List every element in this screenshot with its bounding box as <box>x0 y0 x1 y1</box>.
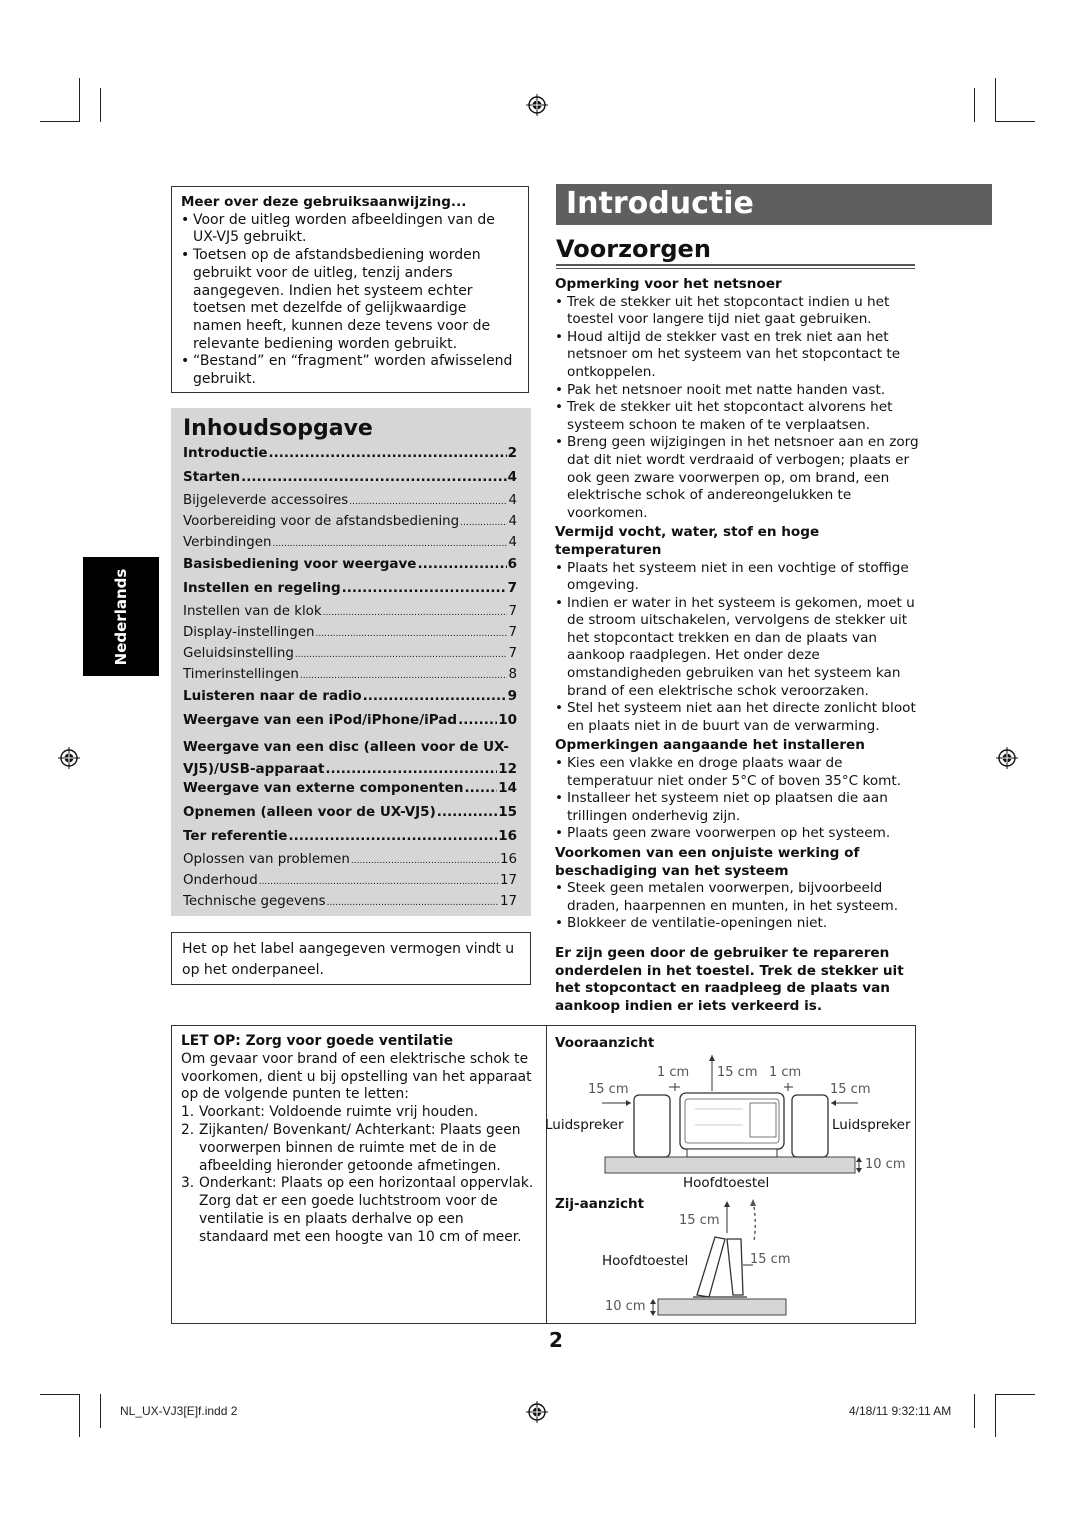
crop-mark <box>100 88 101 122</box>
list-item: • Indien er water in het systeem is gekomen, moet u de stroom uitschakelen, vervolgens de stekker uit het stopcontact trekken en dan de plaats van aankoop raadplegen. Het onder deze omstandigheden gebruiken van het systeem kan brand of een elektrische schok veroorzaken. <box>555 595 919 701</box>
footer-timestamp: 4/18/11 9:32:11 AM <box>849 1404 952 1418</box>
list-item: • Trek de stekker uit het stopcontact alvorens het systeem schoon te maken of te verplaatsen. <box>555 399 919 434</box>
toc-entry[interactable]: Oplossen van problemen ..... 16 <box>183 852 517 873</box>
crop-mark <box>79 78 80 121</box>
ventilation-step: 1. Voorkant: Voldoende ruimte vrij houden. <box>181 1104 479 1121</box>
section-rule <box>556 264 915 266</box>
manual-info-item: • Toetsen op de afstandsbediening worden gebruikt voor de uitleg, tenzij anders aangegeven. Indien het systeem echter toetsen met dezelfde of gelijkwaardige namen heeft, kunnen deze tevens voor de relevante bediening worden gebruikt. <box>181 247 518 353</box>
crop-mark <box>79 1394 80 1437</box>
dimension-label: 10 cm <box>865 1157 906 1172</box>
toc-entry[interactable]: Weergave van externe componenten ..... 14 <box>183 780 517 804</box>
toc-entry[interactable]: Weergave van een disc (alleen voor de UX- VJ5)/USB-apparaat ..... 12 <box>183 736 517 780</box>
precautions-text <box>555 276 919 1015</box>
list-item: • Blokkeer de ventilatie-openingen niet. <box>555 915 919 933</box>
crop-mark <box>974 1394 975 1428</box>
dimension-label: 15 cm <box>588 1082 629 1097</box>
list-item: • Pak het netsnoer nooit met natte handen vast. <box>555 382 919 400</box>
toc-entry[interactable]: Ter referentie ..... 16 <box>183 828 517 852</box>
toc-entry[interactable]: Onderhoud ..... 17 <box>183 873 517 894</box>
toc-title: Inhoudsopgave <box>183 416 373 441</box>
manual-info-item: • Voor de uitleg worden afbeeldingen van de UX-VJ5 gebruikt. <box>181 212 518 247</box>
crop-mark <box>995 1394 1035 1395</box>
main-unit-label: Hoofdtoestel <box>602 1253 689 1269</box>
registration-mark-icon <box>526 1401 548 1423</box>
dimension-label: 1 cm <box>769 1065 802 1080</box>
ventilation-step: 3. Onderkant: Plaats op een horizontaal oppervlak. Zorg dat er een goede luchtstroom voor de ventilatie is en plaats derhalve op een standaard met een hoogte van 10 cm of meer. <box>181 1175 534 1245</box>
toc-entry[interactable]: Display-instellingen ..... 7 <box>183 625 517 646</box>
speaker-label: Luidspreker <box>545 1117 624 1133</box>
main-unit-label: Hoofdtoestel <box>683 1175 770 1191</box>
crop-mark <box>974 88 975 122</box>
toc-entry[interactable]: Technische gegevens ..... 17 <box>183 894 517 915</box>
dimension-label: 15 cm <box>750 1252 791 1267</box>
ventilation-intro: Om gevaar voor brand of een elektrische schok te voorkomen, dient u bij opstelling van het apparaat op de volgende punten te letten: <box>181 1050 532 1103</box>
dimension-label: 15 cm <box>679 1213 720 1228</box>
crop-mark <box>40 1394 80 1395</box>
toc-entry[interactable]: Voorbereiding voor de afstandsbediening ..... 4 <box>183 514 517 535</box>
toc-entry[interactable]: Opnemen (alleen voor de UX-VJ5) ..... 15 <box>183 804 517 828</box>
subheading: Opmerkingen aangaande het installeren <box>555 737 865 754</box>
toc-entry[interactable]: Bijgeleverde accessoires ..... 4 <box>183 493 517 514</box>
registration-mark-icon <box>996 747 1018 769</box>
subheading: Opmerking voor het netsnoer <box>555 276 782 292</box>
registration-mark-icon <box>526 94 548 116</box>
ventilation-text <box>181 1033 536 1247</box>
manual-info-title: Meer over deze gebruiksaanwijzing... <box>181 194 467 210</box>
crop-mark <box>995 121 1035 122</box>
speaker-label: Luidspreker <box>832 1117 911 1133</box>
toc-entry[interactable]: Starten ..... 4 <box>183 469 517 493</box>
list-item: • Houd altijd de stekker vast en trek niet aan het netsnoer om het systeem van het stopcontact te ontkoppelen. <box>555 329 919 382</box>
crop-mark <box>100 1394 101 1428</box>
toc-entry[interactable]: Weergave van een iPod/iPhone/iPad ..... 10 <box>183 712 517 736</box>
list-item: • Stel het systeem niet aan het directe zonlicht bloot en plaats niet in de buurt van de verwarming. <box>555 700 919 735</box>
toc-entry[interactable]: Basisbediening voor weergave ..... 6 <box>183 556 517 580</box>
dimension-label: 15 cm <box>830 1082 871 1097</box>
front-view-title: Vooraanzicht <box>555 1035 655 1051</box>
footer-file: NL_UX-VJ3[E]f.indd 2 <box>120 1404 238 1418</box>
table-of-contents <box>171 408 531 916</box>
dimension-label: 1 cm <box>657 1065 690 1080</box>
toc-entry[interactable]: Instellen van de klok ..... 7 <box>183 604 517 625</box>
manual-info-item: • “Bestand” en “fragment” worden afwisselend gebruikt. <box>181 353 518 388</box>
list-item: • Breng geen wijzigingen in het netsnoer aan en zorg dat dit niet wordt verdraaid of verbogen; plaats er ook geen zware voorwerpen op, om brand, een elektrische schok of andereongelukken te voorkomen. <box>555 434 919 522</box>
registration-mark-icon <box>58 747 80 769</box>
crop-mark <box>995 1394 996 1437</box>
toc-entry[interactable]: Instellen en regeling ..... 7 <box>183 580 517 604</box>
ventilation-step: 2. Zijkanten/ Bovenkant/ Achterkant: Plaats geen voorwerpen binnen de ruimte met de in de afbeelding hieronder getoonde afmetingen. <box>181 1121 521 1174</box>
subheading: Voorkomen van een onjuiste werking of beschadiging van het systeem <box>555 845 860 879</box>
ventilation-title: LET OP: Zorg voor goede ventilatie <box>181 1033 454 1049</box>
chapter-title: Introductie <box>556 184 992 225</box>
section-rule <box>556 268 915 269</box>
toc-entry[interactable]: Introductie ..... 2 <box>183 445 517 469</box>
toc-entry[interactable]: Geluidsinstelling ..... 7 <box>183 646 517 667</box>
side-view-title: Zij-aanzicht <box>555 1196 645 1212</box>
dimension-label: 15 cm <box>717 1065 758 1080</box>
toc-entry[interactable]: Timerinstellingen ..... 8 <box>183 667 517 688</box>
crop-mark <box>40 121 80 122</box>
repair-warning: Er zijn geen door de gebruiker te repareren onderdelen in het toestel. Trek de stekker uit het stopcontact en raadpleeg de plaats van aankoop indien er iets verkeerd is. <box>555 944 904 1014</box>
toc-entry[interactable]: Verbindingen ..... 4 <box>183 535 517 556</box>
list-item: • Installeer het systeem niet op plaatsen die aan trillingen onderhevig zijn. <box>555 790 919 825</box>
crop-mark <box>995 78 996 121</box>
list-item: • Plaats geen zware voorwerpen op het systeem. <box>555 825 919 843</box>
dimension-label: 10 cm <box>605 1299 646 1314</box>
list-item: • Steek geen metalen voorwerpen, bijvoorbeeld draden, haarpennen en munten, in het systeem. <box>555 880 919 915</box>
subheading: Vermijd vocht, water, stof en hoge temperaturen <box>555 524 820 558</box>
list-item: • Plaats het systeem niet in een vochtige of stoffige omgeving. <box>555 560 919 595</box>
language-tab: Nederlands <box>83 557 159 676</box>
label-note-box: Het op het label aangegeven vermogen vindt u op het onderpaneel. <box>171 932 531 985</box>
manual-info-box <box>171 186 529 393</box>
list-item: • Kies een vlakke en droge plaats waar de temperatuur niet onder 5°C of boven 35°C komt. <box>555 755 919 790</box>
list-item: • Trek de stekker uit het stopcontact indien u het toestel voor langere tijd niet gaat gebruiken. <box>555 294 919 329</box>
clearance-diagram <box>546 1025 917 1324</box>
section-title: Voorzorgen <box>556 235 711 263</box>
page-number: 2 <box>549 1328 563 1352</box>
toc-entry[interactable]: Luisteren naar de radio ..... 9 <box>183 688 517 712</box>
